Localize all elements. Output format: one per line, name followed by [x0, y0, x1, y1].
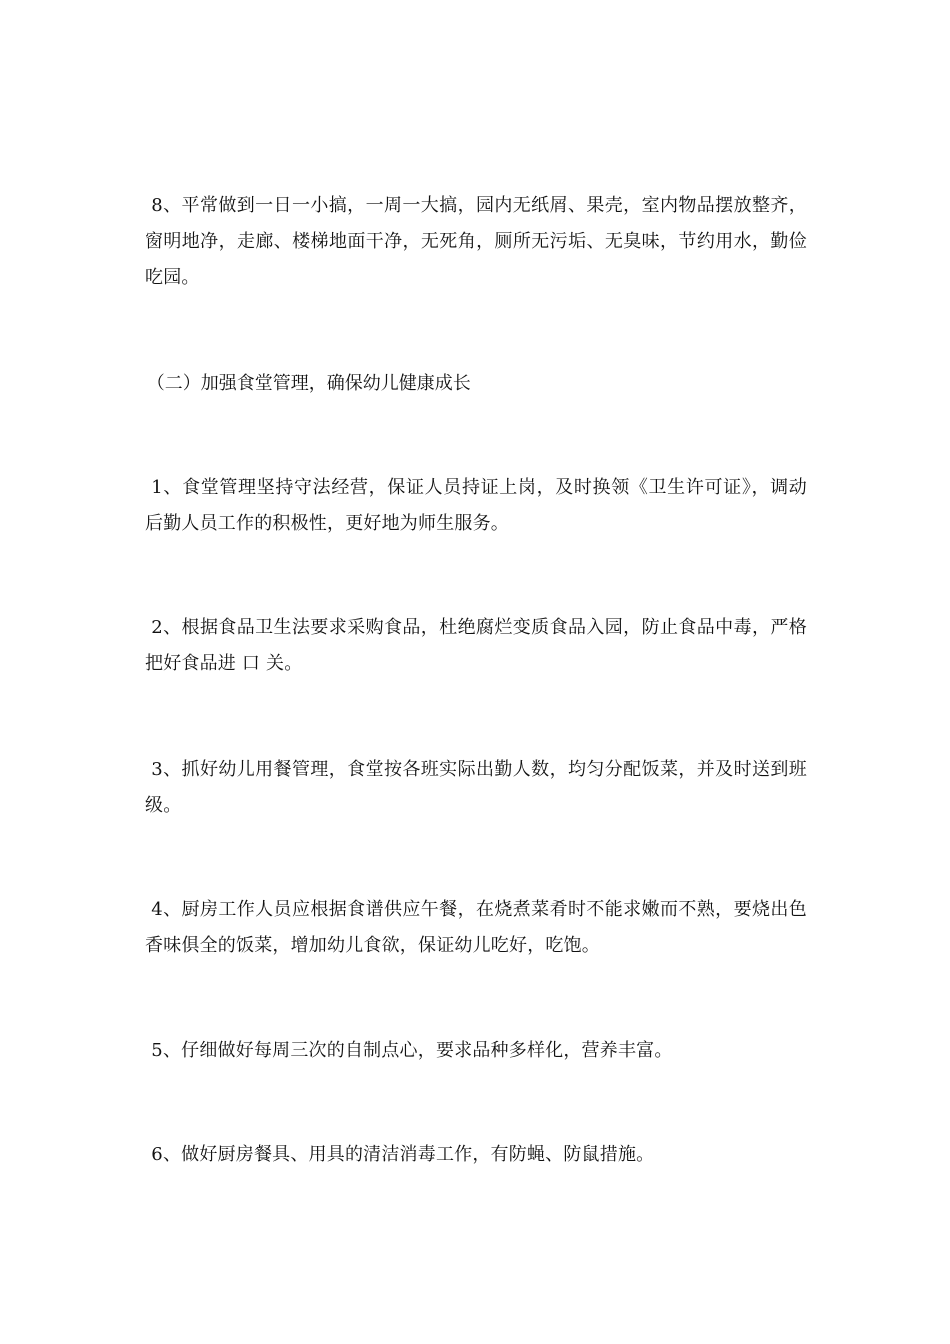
paragraph-item-4: 4、厨房工作人员应根据食谱供应午餐，在烧煮菜肴时不能求嫩而不熟，要烧出色香味俱全的饭菜，增加幼儿食欲，保证幼儿吃好，吃饱。 — [145, 899, 807, 956]
section-heading-2: （二）加强食堂管理，确保幼儿健康成长 — [146, 373, 471, 394]
paragraph-item-8: 8、平常做到一日一小搞，一周一大搞，园内无纸屑、果壳，室内物品摆放整齐，窗明地净，走廊、楼梯地面干净，无死角，厕所无污垢、无臭味，节约用水，勤俭吃园。 — [145, 195, 807, 288]
paragraph-item-1: 1、食堂管理坚持守法经营，保证人员持证上岗，及时换领《卫生许可证》，调动后勤人员工作的积极性，更好地为师生服务。 — [145, 477, 807, 534]
paragraph-item-2: 2、根据食品卫生法要求采购食品，杜绝腐烂变质食品入园，防止食品中毒，严格把好食品进 口 关。 — [145, 617, 807, 674]
paragraph-item-5: 5、仔细做好每周三次的自制点心，要求品种多样化，营养丰富。 — [151, 1040, 673, 1061]
paragraph-item-3: 3、抓好幼儿用餐管理，食堂按各班实际出勤人数，均匀分配饭菜，并及时送到班级。 — [145, 759, 807, 816]
paragraph-item-6: 6、做好厨房餐具、用具的清洁消毒工作，有防蝇、防鼠措施。 — [151, 1144, 655, 1165]
